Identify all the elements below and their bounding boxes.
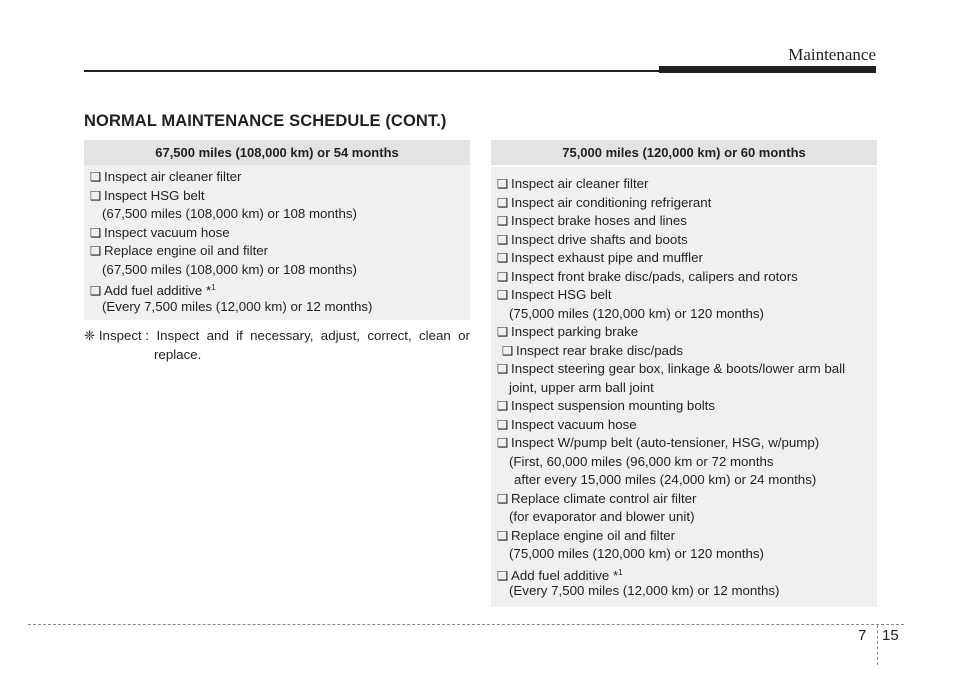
column-heading: 67,500 miles (108,000 km) or 54 months: [84, 140, 470, 165]
column-heading: 75,000 miles (120,000 km) or 60 months: [491, 140, 877, 165]
note-word: adjust,: [320, 328, 360, 343]
column-body: [84, 165, 470, 320]
list-item: ❑ Replace engine oil and filter: [84, 242, 470, 261]
list-item: ❑ Inspect air cleaner filter: [491, 175, 877, 194]
chapter-title: Maintenance: [788, 45, 876, 64]
list-item: ❑ Inspect rear brake disc/pads: [491, 342, 877, 361]
checkbox-icon: ❑: [90, 225, 102, 240]
chapter-number: 7: [858, 627, 867, 644]
note-label: ❈ Inspect :: [84, 328, 150, 343]
list-item: ❑ Inspect parking brake: [491, 323, 877, 342]
checkbox-icon: ❑: [497, 177, 509, 191]
checkbox-icon: ❑: [90, 244, 102, 258]
checkbox-icon: ❑: [497, 399, 509, 413]
list-item: ❑ Inspect vacuum hose: [84, 224, 470, 243]
schedule-column-67500: [84, 140, 470, 320]
checkbox-icon: ❑: [90, 284, 102, 298]
note-word: Inspect: [156, 328, 200, 343]
list-item-detail: (75,000 miles (120,000 km) or 120 months): [509, 305, 764, 321]
checkbox-icon: ❑: [497, 195, 509, 210]
list-item-detail: (for evaporator and blower unit): [509, 509, 695, 524]
list-item: ❑ Inspect W/pump belt (auto-tensioner, HSG, w/pump): [491, 434, 877, 453]
list-item: ❑ Inspect steering gear box, linkage & boots/lower arm ball: [491, 360, 877, 379]
list-item-detail: (Every 7,500 miles (12,000 km) or 12 months): [102, 298, 373, 314]
footer-divider: [877, 625, 878, 665]
note-word: or: [458, 328, 470, 343]
header-rule: [84, 70, 659, 72]
list-item: ❑ Inspect air conditioning refrigerant: [491, 194, 877, 213]
checkbox-icon: ❑: [497, 417, 509, 432]
note-word: necessary,: [250, 328, 314, 343]
list-item: ❑ Inspect suspension mounting bolts: [491, 397, 877, 416]
checkbox-icon: ❑: [90, 188, 102, 203]
list-item: ❑ Inspect vacuum hose: [491, 416, 877, 435]
list-item-detail: (Every 7,500 miles (12,000 km) or 12 months): [509, 583, 780, 598]
checkbox-icon: ❑: [497, 269, 509, 284]
list-item: ❑ Add fuel additive *$^1$: [84, 279, 470, 298]
checkbox-icon: ❑: [497, 362, 509, 376]
list-item: ❑ Inspect air cleaner filter: [84, 168, 470, 187]
list-item-detail: after every 15,000 miles (24,000 km) or 24 months): [514, 472, 817, 487]
checkbox-icon: ❑: [497, 232, 509, 247]
list-item: ❑ Inspect drive shafts and boots: [491, 231, 877, 250]
list-item: ❑ Inspect front brake disc/pads, calipers and rotors: [491, 268, 877, 287]
note-word: if: [236, 328, 243, 343]
checkbox-icon: ❑: [497, 436, 509, 450]
list-item: ❑ Inspect exhaust pipe and muffler: [491, 249, 877, 268]
list-item: ❑ Replace engine oil and filter: [491, 527, 877, 546]
note-word: clean: [418, 328, 451, 343]
asterisk-ornament-icon: ❈: [84, 328, 96, 343]
list-item-detail: (67,500 miles (108,000 km) or 108 months): [102, 261, 357, 277]
page-number: 15: [882, 627, 899, 644]
footer-rule: [28, 624, 904, 625]
list-item: ❑ Inspect brake hoses and lines: [491, 212, 877, 231]
checkbox-icon: ❑: [497, 325, 509, 339]
checkbox-icon: ❑: [497, 568, 509, 583]
list-item: ❑ Inspect HSG belt: [84, 187, 470, 206]
note-continuation: replace.: [154, 346, 202, 362]
list-item-detail: (First, 60,000 miles (96,000 km or 72 months: [509, 453, 774, 469]
checkbox-icon: ❑: [497, 251, 509, 265]
list-item: ❑ Replace climate control air filter: [491, 490, 877, 509]
list-item-detail: (67,500 miles (108,000 km) or 108 months): [102, 206, 357, 221]
section-title: NORMAL MAINTENANCE SCHEDULE (CONT.): [84, 112, 447, 130]
note-word: correct,: [367, 328, 412, 343]
inspect-note: [84, 327, 470, 364]
list-item: ❑ Add fuel additive *$^1$: [491, 564, 877, 583]
checkbox-icon: ❑: [502, 343, 514, 358]
header-bar: [659, 66, 876, 73]
column-body: [491, 167, 877, 607]
schedule-column-75000: [491, 140, 877, 607]
checkbox-icon: ❑: [497, 288, 509, 302]
note-word: and: [206, 328, 229, 343]
checkbox-icon: ❑: [497, 528, 509, 543]
checkbox-icon: ❑: [90, 170, 102, 184]
footnote-mark: 1: [618, 567, 623, 577]
list-item: ❑ Inspect HSG belt: [491, 286, 877, 305]
list-item-detail: joint, upper arm ball joint: [509, 379, 654, 395]
footnote-mark: 1: [211, 283, 216, 292]
checkbox-icon: ❑: [497, 491, 509, 506]
checkbox-icon: ❑: [497, 214, 509, 228]
list-item-detail: (75,000 miles (120,000 km) or 120 months): [509, 546, 764, 561]
